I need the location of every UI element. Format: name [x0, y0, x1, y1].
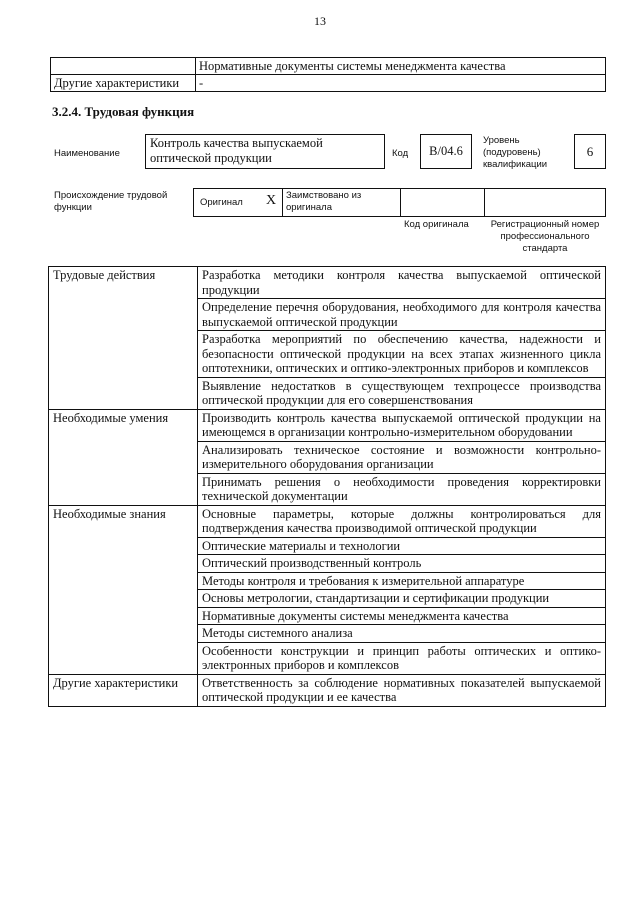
level-value: 6: [574, 134, 606, 169]
labor-action-item: Выявление недостатков в существующем техпроцессе производства оптической продукции для его совершенствования: [198, 377, 606, 409]
knowledge-item: Основные параметры, которые должны контролироваться для подтверждения качества производимой оптической продукции: [198, 505, 606, 537]
skills-label: Необходимые умения: [49, 409, 198, 505]
skill-item: Анализировать техническое состояние и возможности контрольно-измерительного оборудования организации: [198, 441, 606, 473]
origin-label: Происхождение трудовой функции: [54, 190, 168, 213]
origin-code-caption: Код оригинала: [404, 219, 469, 230]
table-row: [49, 409, 606, 441]
divider: [282, 188, 283, 217]
skill-item: Принимать решения о необходимости проведения корректировки технической документации: [198, 473, 606, 505]
table-cell-empty: [51, 58, 196, 75]
table-row: [51, 58, 606, 75]
table-row: [49, 674, 606, 706]
divider: [400, 188, 401, 217]
divider: [484, 188, 485, 217]
labor-function-table: [48, 266, 606, 707]
name-label: Наименование: [54, 148, 120, 159]
knowledge-item: Оптический производственный контроль: [198, 555, 606, 573]
table-cell-label: Другие характеристики: [51, 75, 196, 92]
table-row: [51, 75, 606, 92]
original-label: Оригинал: [200, 197, 243, 208]
knowledge-item: Основы метрологии, стандартизации и сертификации продукции: [198, 590, 606, 608]
page-number: 13: [314, 14, 326, 28]
other-value: Ответственность за соблюдение нормативных показателей выпускаемой оптической продукции и ее качества: [198, 674, 606, 706]
knowledge-item: Особенности конструкции и принцип работы оптических и оптико-электронных приборов и комплексов: [198, 642, 606, 674]
labor-action-item: Определение перечня оборудования, необходимого для контроля качества выпускаемой оптической продукции: [198, 299, 606, 331]
labor-actions-label: Трудовые действия: [49, 267, 198, 410]
knowledge-label: Необходимые знания: [49, 505, 198, 674]
other-label: Другие характеристики: [49, 674, 198, 706]
knowledge-item: Нормативные документы системы менеджмента качества: [198, 607, 606, 625]
reg-number-caption: Регистрационный номер профессионального стандарта: [490, 219, 600, 254]
knowledge-item: Методы контроля и требования к измерительной аппаратуре: [198, 572, 606, 590]
table-row: [49, 267, 606, 299]
origin-box: [193, 188, 606, 217]
skill-item: Производить контроль качества выпускаемой оптической продукции на имеющемся в организации контрольно-измерительном оборудовании: [198, 409, 606, 441]
continued-table: [50, 57, 606, 92]
code-value: B/04.6: [420, 134, 472, 169]
name-value: Контроль качества выпускаемой оптической продукции: [145, 134, 385, 169]
table-cell: -: [196, 75, 606, 92]
section-heading: 3.2.4. Трудовая функция: [52, 104, 195, 119]
borrowed-label: Заимствовано из оригинала: [286, 190, 362, 213]
labor-action-item: Разработка методики контроля качества выпускаемой оптической продукции: [198, 267, 606, 299]
code-label: Код: [392, 148, 409, 159]
labor-action-item: Разработка мероприятий по обеспечению качества, надежности и безопасности оптической продукции на всех этапах жизненного цикла оптотехники, оптических и оптико-электронных приборов и комплексов: [198, 331, 606, 378]
knowledge-item: Методы системного анализа: [198, 625, 606, 643]
knowledge-item: Оптические материалы и технологии: [198, 537, 606, 555]
original-mark: X: [266, 193, 277, 208]
table-row: [49, 505, 606, 537]
table-cell: Нормативные документы системы менеджмента качества: [196, 58, 606, 75]
level-label: Уровень (подуровень) квалификации: [483, 135, 548, 170]
